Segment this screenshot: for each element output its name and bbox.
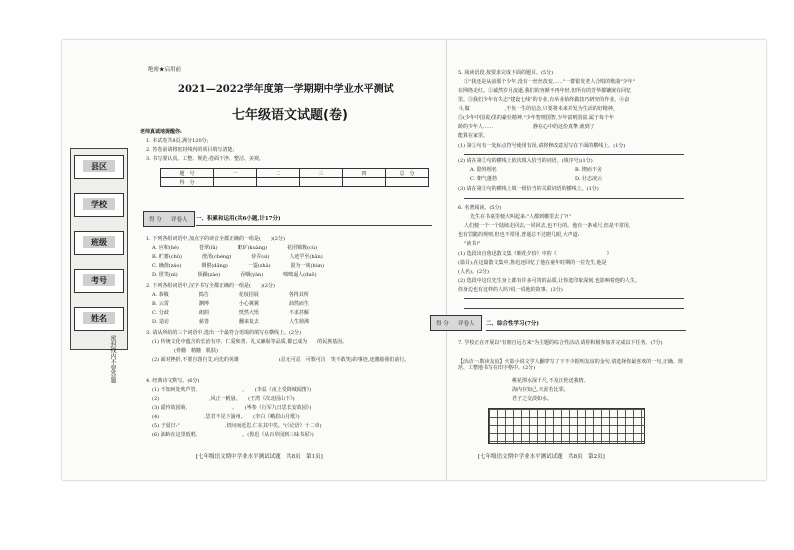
score-label: 得 分 xyxy=(436,321,449,327)
q3-choices-1: (骨髓 精髓 肌肤) xyxy=(174,348,218,354)
note-item: 2. 答卷前请将密封线内的项目填写清楚; xyxy=(146,147,235,153)
county-box xyxy=(74,155,124,179)
score-header: 四 xyxy=(343,169,386,178)
class-box xyxy=(74,231,124,255)
score-cell[interactable] xyxy=(343,178,386,187)
q2-option: A. 恭敬 捣告 花枝招展 各得其所 xyxy=(152,292,309,298)
score-header: 总 分 xyxy=(386,169,429,178)
q5-sub-2: (2) 请在第②句的横线上依次填入恰当的词语。(填序号)(1分) xyxy=(458,158,593,164)
question-1: 1. 下列各组词语中,加点字的读音全都正确的一组是( )(2分) xyxy=(146,236,285,242)
question-7: 7. 学校正在开展以"有朋自远方来"为主题的综合性活动,请你积极参加并完成以下任务。(7分) xyxy=(458,340,663,346)
q5-sub-1: (1) 第①句有一处标点符号使用有误,请将修改意见写在下面的横线上。(1分) xyxy=(458,143,626,149)
score-header: 二 xyxy=(257,169,300,178)
q5-option: B. 锲而不舍 xyxy=(575,167,602,173)
notes-heading: 老师真诚地提醒你: xyxy=(140,129,182,135)
q5-passage-line: ⑤(少年中国说)里的豪壮精神,"少年智则国智,少年富则国富,属于每个年 xyxy=(458,115,614,121)
exam-number-box xyxy=(74,269,124,293)
q4-line: (1) 不知何处吹芦管, 。 (李益《夜上受降城闻笛》) xyxy=(152,387,312,393)
note-item: 1. 本试卷共8页,满分120分; xyxy=(146,138,209,144)
question-2: 2. 下列各组词语中,汉字书写全都正确的一组是( )(2分) xyxy=(146,283,275,289)
q6-passage-line: "读书!" xyxy=(464,241,481,247)
q4-line: (6) 油蛉在这里低唱, 。(鲁迅《从百草园到三味书屋》) xyxy=(152,432,314,438)
activity-1: 【活动一:数读友谊】火影小说文学人翻穿写了下不少据明友谊的金句,请选择你最喜欢的一句,正确、规范、工整地书写在田字格中。(2分) xyxy=(458,359,683,372)
q4-line: (4) ,思君不见下渝州。 (李白《峨眉山月歌》) xyxy=(152,414,300,420)
scorer-box xyxy=(143,211,195,227)
q6-passage-line: 人们便一个一个陆续走回去;一同回去,也不行的。他有一条戒尺,但是不常用, xyxy=(464,223,631,229)
q5-passage-line: ①"我还是从前那个少年,没有一丝丝改变……"一群银发老人合唱的歌曲"少年" xyxy=(464,79,635,85)
q5-passage-line: 龄的少年人…… 静在心中的这份真挚,就到了 xyxy=(458,124,595,130)
q5-passage-line: 斗,做 ,不负一生的信念,只要将未来并发为生活的好精神。 xyxy=(458,106,618,112)
section2-title: 二、综合性学习(7分) xyxy=(486,321,540,327)
seal-line-notice: 密封线内不要答题 xyxy=(109,335,116,383)
paper-title: 七年级语文试题(卷) xyxy=(232,108,348,123)
name-label: 姓名 xyxy=(83,312,115,324)
school-box xyxy=(74,193,124,217)
answer-line[interactable] xyxy=(464,154,684,155)
q5-option: D. 壮志凌云 xyxy=(575,176,603,182)
score-header: 三 xyxy=(300,169,343,178)
answer-line[interactable] xyxy=(464,298,684,299)
q6-sub-2: (2) 选段中这位先生身上都有许多可贵的品质,让你选印象深刻,也影响着他的人生。 xyxy=(458,278,640,284)
q1-option: B. 贮蓄(chǔ) 澄清(chéng) 侍弄(sì) 人迹罕至(hǎn) xyxy=(152,254,323,260)
q5-option: C. 朝气蓬勃 xyxy=(470,176,497,182)
q1-option: C. 确凿(záo) 倜傥(dǎng) 一霎(shà) 混为一谈(hùn) xyxy=(152,263,325,269)
page-fold xyxy=(446,40,447,480)
answer-line[interactable] xyxy=(464,308,684,309)
q6-passage-line: 先生在书桌里便大叫起来:"人都到哪里去了?!" xyxy=(470,214,571,220)
q1-option: A. 应和(hè) 苍翠(lǜ) 眶矿(kuàng) 花团锦簇(cù) xyxy=(152,245,318,251)
footer-page-2: [七年级语文期中学业水平测试试题 共8页 第2页] xyxy=(478,454,605,460)
question-6: 6. 名著阅读。(5分) xyxy=(458,205,502,211)
q6-sub-2-cont: 你身边也有这样的人吗?说一说他的故事。(3分) xyxy=(458,287,563,293)
class-label: 班级 xyxy=(83,236,115,248)
score-header: 一 xyxy=(214,169,257,178)
poem-line: 海内存知己,天涯若比邻。 xyxy=(512,387,569,393)
note-item: 3. 书写要认真、工整、规范;卷面干净、整洁、美观。 xyxy=(146,156,265,162)
grader-label: 评卷人 xyxy=(171,217,188,223)
question-3: 3. 请从所给的三个词语中,选出一个最符合语境的填写在横线上。(2分) xyxy=(146,330,302,336)
section1-title: 一、积累和运用(共6小题,计17分) xyxy=(196,216,281,222)
score-cell[interactable] xyxy=(214,178,257,187)
q6-sub-1-cont: (篇目),在这篇散文集中,鲁迅还回忆了他在童年时期的一位先生,他是 xyxy=(458,260,637,266)
exam-number-label: 考号 xyxy=(83,274,115,286)
q5-passage-line: 能算在家里。 xyxy=(458,133,489,139)
answer-line[interactable] xyxy=(464,198,684,199)
q2-option: B. 云霄 渊博 小心翼翼 油然而生 xyxy=(152,301,309,307)
student-info-column xyxy=(70,148,128,350)
poem-line: 君子之交淡如水。 xyxy=(512,396,553,402)
q6-passage-line: 也有罚跪的规则,但也不常用,普通总不过瞪几眼,大声道: xyxy=(458,232,580,238)
section-rule xyxy=(196,225,432,226)
score-row-label: 得 分 xyxy=(161,178,214,187)
school-label: 学校 xyxy=(83,198,115,210)
score-cell[interactable] xyxy=(257,178,300,187)
score-table xyxy=(160,168,429,187)
q3-sentence-1: (1) 传统文化中蕴含的长治有序、仁爱和善、礼义廉耻等品质,都已成为 的民族基因。 xyxy=(152,339,348,345)
score-header: 题 号 xyxy=(161,169,214,178)
q2-option: D. 造访 慈善 翻来复去 人生鼎沸 xyxy=(152,319,310,325)
footer-page-1: [七年级语文期中学业水平测试试题 共8页 第1页] xyxy=(196,454,323,460)
question-5: 5. 阅读语段,按要求完成下面的题目。(5分) xyxy=(458,70,554,76)
q5-option: A. 隐姓埋名 xyxy=(470,167,497,173)
q2-option: C. 分歧 朗润 恍然大悟 不求甚解 xyxy=(152,310,309,316)
q3-sentence-2: (2) 面对挫折,不要自怨自艾,向先的英雄 (忍无可忍 可歌可泣 笑不敢笑)的事迹,还激励我们前行。 xyxy=(152,357,410,363)
q1-option: D. 匿笑(nì) 烦躁(zào) 吞咽(yàn) 咄咄逼人(duō) xyxy=(152,272,317,278)
grader-label: 评卷人 xyxy=(458,321,475,327)
q4-line: (3) 遥怜故园菊, 。 (岑参《行军九日思长安故园》) xyxy=(152,405,312,411)
q6-sub-1: (1) 选段出自鲁迅散文集《朝花夕拾》中的《 》 xyxy=(458,251,612,257)
score-cell[interactable] xyxy=(386,178,429,187)
exam-title: 2021—2022学年度第一学期期中学业水平测试 xyxy=(178,84,394,95)
scorer-box xyxy=(430,315,482,331)
score-cell[interactable] xyxy=(300,178,343,187)
handwriting-grid[interactable] xyxy=(488,408,645,444)
score-label: 得 分 xyxy=(149,217,162,223)
question-4: 4. 经典诗文默写。(6分) xyxy=(146,378,200,384)
section-rule xyxy=(486,330,686,331)
q4-line: (2) ,风正一帆悬。 (王湾《次北固山下》) xyxy=(152,396,295,402)
q4-line: (5) 子夏曰:" ,切问而近思,仁在其中矣。"(《论语》十二章) xyxy=(152,423,322,429)
county-label: 县区 xyxy=(83,160,115,172)
name-box xyxy=(74,307,124,331)
q5-sub-3: (3) 请在第③句的横线上填一组恰当的关联词语的横线上。(1分) xyxy=(458,186,599,192)
q6-sub-1-end: (人名)。(2分) xyxy=(458,269,489,275)
confidential-mark: 绝密★启用前 xyxy=(148,67,182,73)
q5-passage-line: 里。③我们少年有失志"建设七线"的专业,有举业始终做技巧研究的作业。④奋 xyxy=(458,97,630,103)
q5-passage-line: 在网络走红。②诚然岁月流逝,我们的容颜不再年轻,但所有的芳华都镶嵌在回忆 xyxy=(458,88,632,94)
poem-line: 桃花潭水深千尺,不及汪伦送我情。 xyxy=(512,378,589,384)
